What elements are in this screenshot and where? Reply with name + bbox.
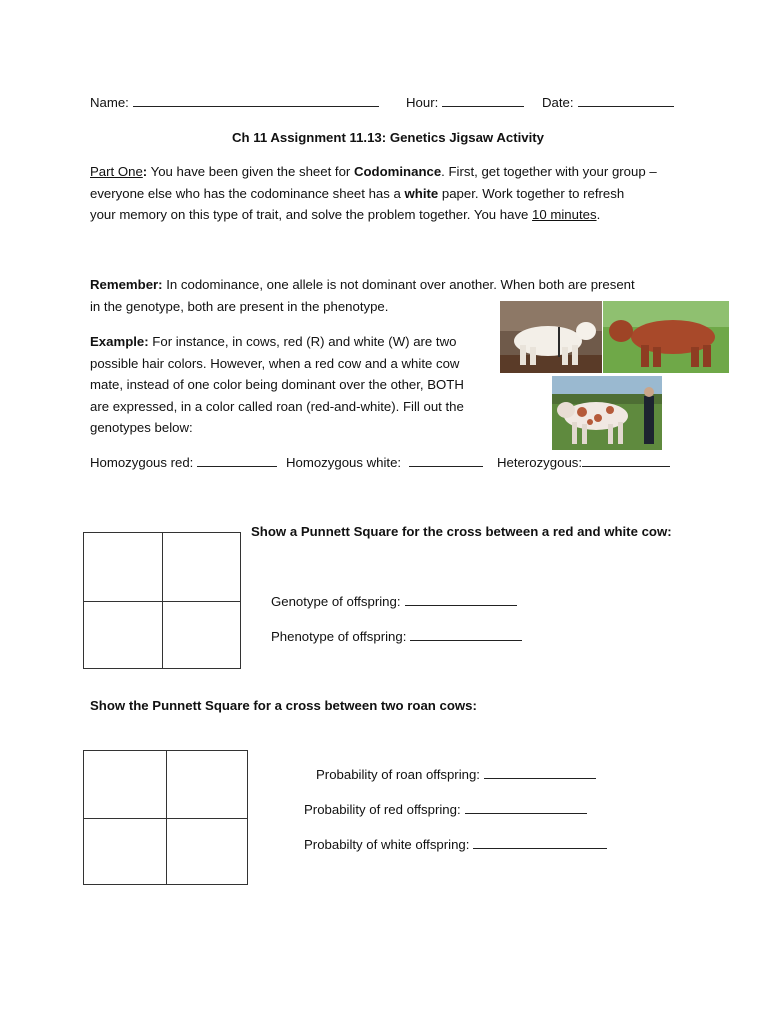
hour-label: Hour: [406, 95, 439, 110]
prob-white-label: Probabilty of white offspring: [304, 837, 470, 852]
example-label: Example: [90, 334, 149, 349]
homozygous-red-blank[interactable] [197, 453, 277, 467]
heterozygous-label: Heterozygous: [497, 455, 583, 470]
prob-red-label: Probability of red offspring: [304, 802, 461, 817]
name-blank[interactable] [133, 93, 379, 107]
white-term: white [404, 185, 439, 201]
ten-minutes: 10 minutes [532, 207, 597, 222]
remember-paragraph: Remember: In codominance, one allele is not dominant over another. When both are present in the genotype, both are present in the phenotype. [90, 277, 635, 314]
punnett-square-roan[interactable] [83, 750, 248, 885]
date-label: Date: [542, 95, 574, 110]
phenotype-offspring-field[interactable] [271, 626, 522, 648]
hour-field[interactable] [406, 92, 524, 114]
prob-white-field[interactable] [304, 834, 607, 856]
roan-cow-photo [552, 376, 662, 450]
prob-roan-blank[interactable] [484, 765, 596, 779]
date-blank[interactable] [578, 93, 674, 107]
part-one-paragraph: Part One: You have been given the sheet for Codominance. First, get together with your group – everyone else who has the codominance sheet has a white paper. Work together to refresh your memory on this type of trait, and solve the problem together. You have 10 minutes. [90, 164, 657, 222]
hour-blank[interactable] [442, 93, 524, 107]
heterozygous-field[interactable] [497, 452, 670, 474]
homozygous-white-blank[interactable] [409, 453, 483, 467]
prob-white-blank[interactable] [473, 835, 607, 849]
prob-red-blank[interactable] [465, 800, 587, 814]
name-label: Name: [90, 95, 129, 110]
page-title: Ch 11 Assignment 11.13: Genetics Jigsaw Activity [232, 130, 544, 145]
prob-roan-label: Probability of roan offspring: [316, 767, 480, 782]
genotype-offspring-label: Genotype of offspring: [271, 594, 401, 609]
heterozygous-blank[interactable] [582, 453, 670, 467]
phenotype-offspring-label: Phenotype of offspring: [271, 629, 407, 644]
genotype-offspring-field[interactable] [271, 591, 517, 613]
white-cow-photo [500, 301, 602, 373]
prob-red-field[interactable] [304, 799, 587, 821]
punnett-square-red-white[interactable] [83, 532, 241, 669]
date-field[interactable] [542, 92, 674, 114]
homozygous-red-field[interactable] [90, 452, 277, 474]
homozygous-white-label: Homozygous white: [286, 455, 402, 470]
part-one-label: Part One [90, 164, 143, 179]
genotype-offspring-blank[interactable] [405, 592, 517, 606]
prob-roan-field[interactable] [316, 764, 596, 786]
example-paragraph: Example: For instance, in cows, red (R) and white (W) are two possible hair colors. However, when a red cow and a white cow mate, instead of one color being dominant over the other, BOTH are expressed, in a color called roan (red-and-white). Fill out the genotypes below: [90, 334, 464, 435]
homozygous-red-label: Homozygous red: [90, 455, 194, 470]
section2-heading: Show the Punnett Square for a cross between two roan cows: [90, 698, 477, 713]
name-field[interactable] [90, 92, 379, 114]
homozygous-white-field[interactable] [286, 452, 483, 474]
remember-label: Remember: [90, 277, 163, 292]
codominance-term: Codominance [353, 164, 442, 179]
section1-heading: Show a Punnett Square for the cross between a red and white cow: [251, 524, 672, 539]
red-cow-photo [603, 301, 729, 373]
phenotype-offspring-blank[interactable] [410, 627, 522, 641]
